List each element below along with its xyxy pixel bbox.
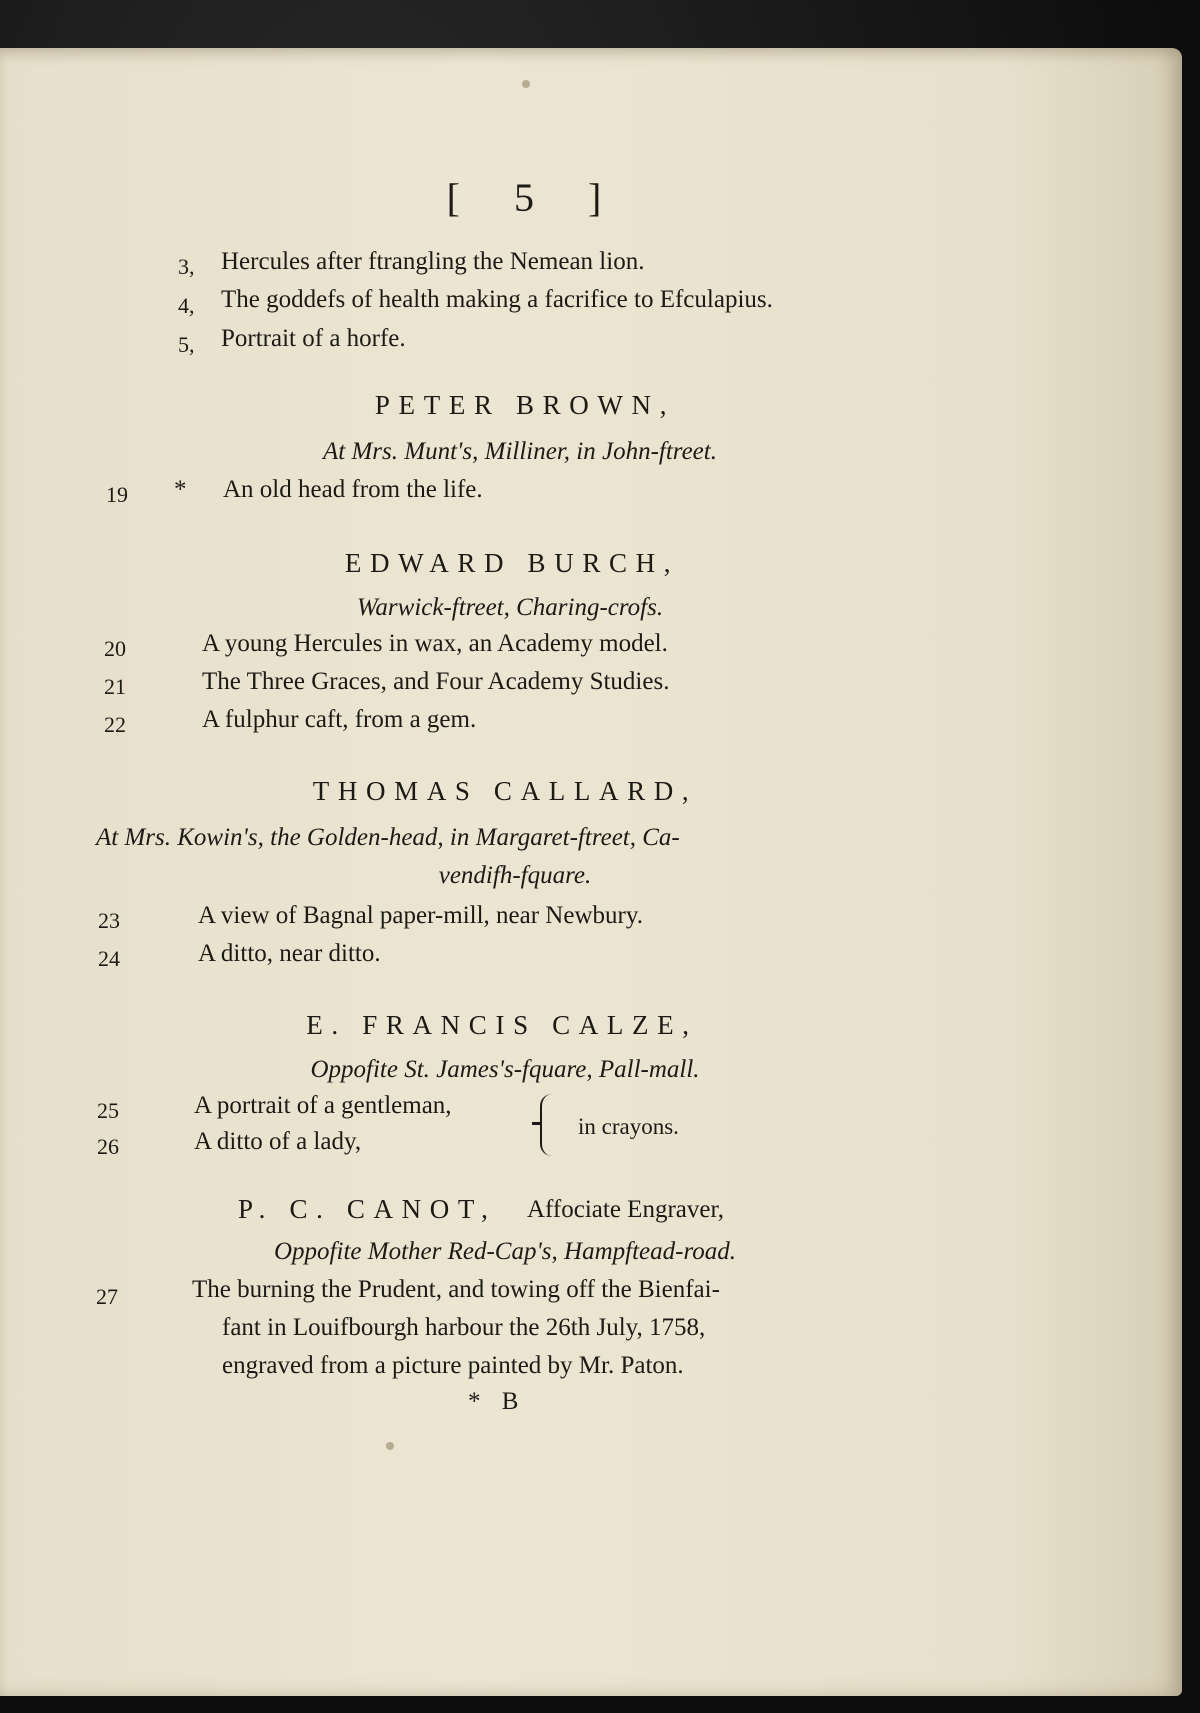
entry-text-continued: engraved from a picture painted by Mr. Paton. bbox=[222, 1352, 684, 1379]
entry-text: A view of Bagnal paper-mill, near Newbury. bbox=[198, 902, 643, 929]
artist-address: Oppofite Mother Red-Cap's, Hampftead-road. bbox=[274, 1238, 736, 1265]
artist-name: THOMAS CALLARD, bbox=[312, 776, 698, 806]
entry-text: A portrait of a gentleman, bbox=[194, 1092, 452, 1119]
paper-spot bbox=[386, 1442, 394, 1450]
entry-text: The goddefs of health making a facrifice to Efculapius. bbox=[221, 286, 773, 313]
entry-number: 24 bbox=[98, 946, 120, 971]
artist-address: Oppofite St. James's-fquare, Pall-mall. bbox=[310, 1056, 700, 1083]
entry-text: The burning the Prudent, and towing off the Bienfai- bbox=[192, 1276, 720, 1303]
entry-mark: * bbox=[174, 476, 187, 503]
entry-number: 20 bbox=[104, 636, 126, 661]
entry-number: 22 bbox=[104, 712, 126, 737]
entry-text-continued: fant in Louifbourgh harbour the 26th July, 1758, bbox=[222, 1314, 706, 1341]
entry-number: 21 bbox=[104, 674, 126, 699]
signature-mark: * B bbox=[468, 1388, 526, 1415]
entry-text: Portrait of a horfe. bbox=[221, 325, 406, 352]
entry-text: A ditto, near ditto. bbox=[198, 940, 381, 967]
entry-text: The Three Graces, and Four Academy Studies. bbox=[202, 668, 670, 695]
catalogue-page bbox=[0, 48, 1182, 1696]
entry-text: An old head from the life. bbox=[223, 476, 483, 503]
entry-number: 5, bbox=[178, 332, 195, 357]
page-number: [ 5 ] bbox=[446, 175, 624, 220]
artist-address: At Mrs. Munt's, Milliner, in John-ftreet. bbox=[323, 438, 717, 465]
artist-name: PETER BROWN, bbox=[374, 390, 676, 420]
entry-number: 3, bbox=[178, 254, 195, 279]
entry-number: 25 bbox=[97, 1098, 119, 1123]
artist-title: Affociate Engraver, bbox=[527, 1196, 725, 1223]
entry-number: 19 bbox=[106, 482, 128, 507]
entry-number: 23 bbox=[98, 908, 120, 933]
artist-name: P. C. CANOT, bbox=[238, 1194, 497, 1224]
artist-address: At Mrs. Kowin's, the Golden-head, in Margaret-ftreet, Ca- bbox=[96, 824, 680, 851]
brace-note: in crayons. bbox=[578, 1114, 679, 1139]
entry-number: 26 bbox=[97, 1134, 119, 1159]
entry-number: 27 bbox=[96, 1284, 118, 1309]
entry-text: A young Hercules in wax, an Academy model. bbox=[202, 630, 668, 657]
artist-name: EDWARD BURCH, bbox=[344, 548, 680, 578]
entry-text: A ditto of a lady, bbox=[194, 1128, 362, 1155]
grouping-brace bbox=[540, 1094, 556, 1156]
entry-text: Hercules after ftrangling the Nemean lion. bbox=[221, 248, 645, 275]
entry-text: A fulphur caft, from a gem. bbox=[202, 706, 477, 733]
artist-name: E. FRANCIS CALZE, bbox=[306, 1010, 698, 1040]
paper-spot bbox=[522, 80, 530, 88]
artist-address-continued: vendifh-fquare. bbox=[438, 862, 592, 889]
artist-address: Warwick-ftreet, Charing-crofs. bbox=[356, 594, 664, 621]
entry-number: 4, bbox=[178, 293, 195, 318]
